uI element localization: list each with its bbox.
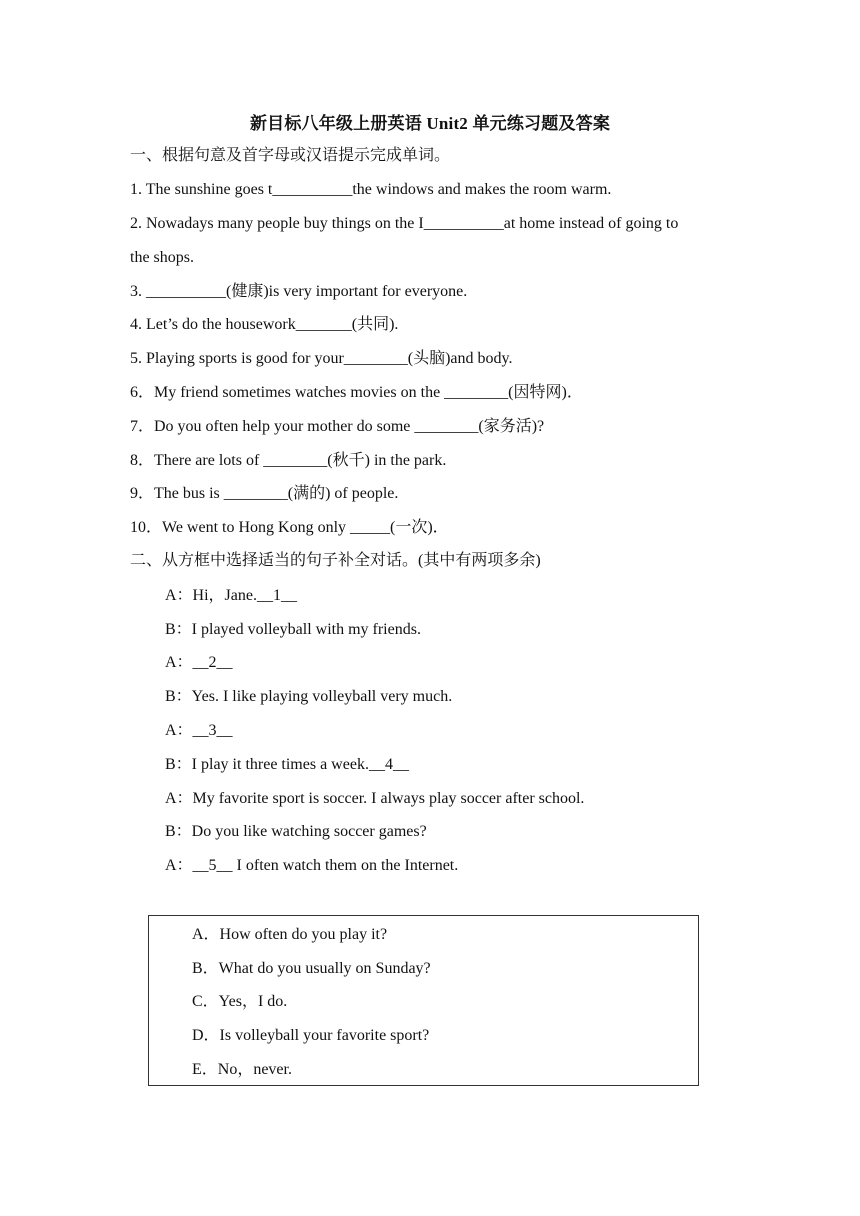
question-3: 3. __________(健康)is very important for everyone. <box>130 283 468 300</box>
option-d: D．Is volleyball your favorite sport? <box>192 1027 430 1044</box>
option-e: E．No，never. <box>192 1061 292 1078</box>
question-6: 6．My friend sometimes watches movies on the ________(因特网)． <box>130 384 583 401</box>
question-1: 1. The sunshine goes t__________the windows and makes the room warm. <box>130 181 612 198</box>
question-7: 7．Do you often help your mother do some ________(家务活)? <box>130 418 545 435</box>
dialogue-line: B：Do you like watching soccer games? <box>165 823 427 840</box>
question-9: 9．The bus is ________(满的) of people. <box>130 485 399 502</box>
question-10: 10．We went to Hong Kong only _____(一次)． <box>130 519 449 536</box>
section2-heading: 二、从方框中选择适当的句子补全对话。(其中有两项多余) <box>130 552 541 569</box>
question-2: 2. Nowadays many people buy things on the I__________at home instead of going to <box>130 215 679 232</box>
dialogue-line: A：__5__ I often watch them on the Internet. <box>165 857 459 874</box>
option-c: C．Yes，I do. <box>192 993 288 1010</box>
options-box <box>148 915 699 1086</box>
dialogue-line: A：__3__ <box>165 722 233 739</box>
section1-heading: 一、根据句意及首字母或汉语提示完成单词。 <box>130 147 451 164</box>
question-8: 8．There are lots of ________(秋千) in the park. <box>130 452 447 469</box>
dialogue-line: A：__2__ <box>165 654 233 671</box>
document-title: 新目标八年级上册英语 Unit2 单元练习题及答案 <box>249 114 611 133</box>
dialogue-line: B：I play it three times a week.__4__ <box>165 756 409 773</box>
question-4: 4. Let’s do the housework_______(共同). <box>130 316 399 333</box>
option-a: A．How often do you play it? <box>192 926 388 943</box>
dialogue-line: B：Yes. I like playing volleyball very much. <box>165 688 453 705</box>
question-2-continued: the shops. <box>130 249 194 266</box>
option-b: B．What do you usually on Sunday? <box>192 960 431 977</box>
question-5: 5. Playing sports is good for your________(头脑)and body. <box>130 350 513 367</box>
dialogue-line: A：My favorite sport is soccer. I always play soccer after school. <box>165 790 585 807</box>
dialogue-line: A：Hi，Jane.__1__ <box>165 587 297 604</box>
dialogue-line: B：I played volleyball with my friends. <box>165 621 421 638</box>
